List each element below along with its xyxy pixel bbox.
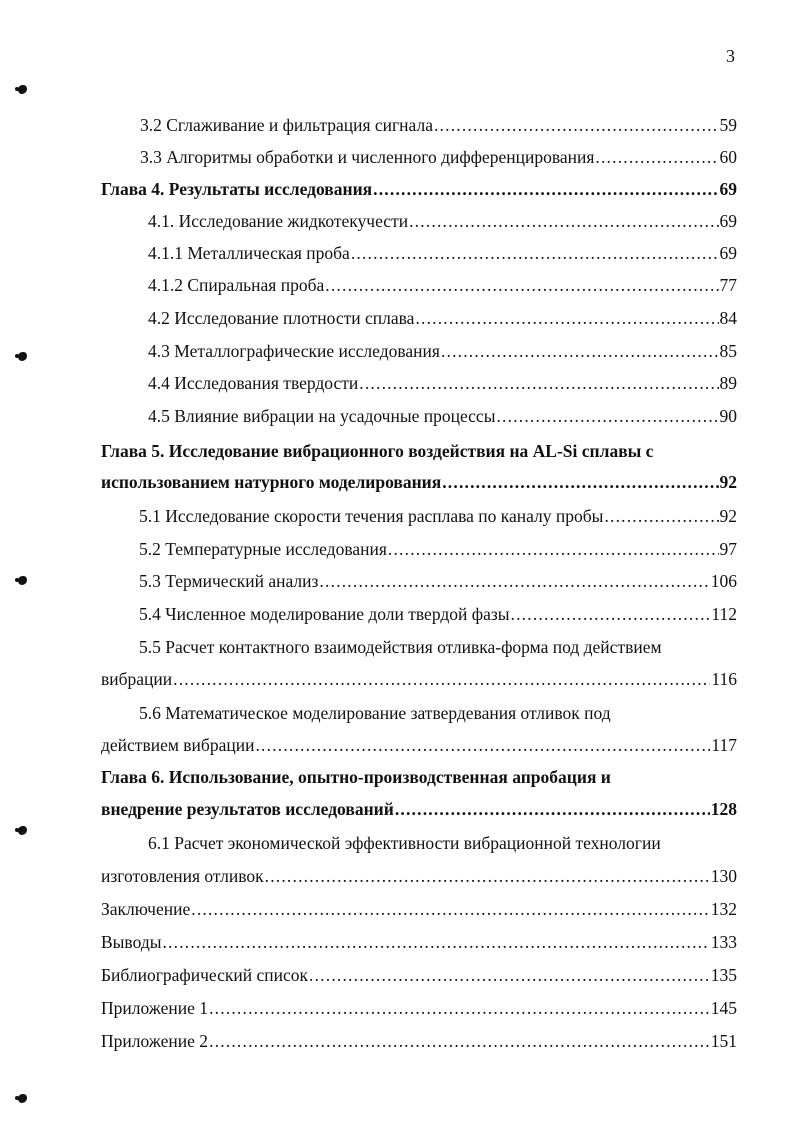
toc-entry-title: 5.1 Исследование скорости течения расплава по каналу пробы xyxy=(139,506,604,526)
toc-entry xyxy=(148,372,737,394)
toc-entry-page: 151 xyxy=(710,1031,737,1051)
toc-entry-title-line1: 5.5 Расчет контактного взаимодействия отливка-форма под действием xyxy=(139,637,662,657)
toc-leader-dots xyxy=(434,114,719,136)
toc-leader-dots xyxy=(255,734,710,756)
toc-entry-title: действием вибрации xyxy=(101,735,255,755)
toc-leader-dots xyxy=(209,997,710,1019)
toc-entry-page: 85 xyxy=(719,341,737,361)
toc-leader-dots xyxy=(319,570,709,592)
toc-leader-dots xyxy=(325,274,718,296)
toc-entry-title: 4.1.2 Спиральная проба xyxy=(148,275,325,295)
toc-entry-title: 4.1.1 Металлическая проба xyxy=(148,243,350,263)
toc-entry-page: 117 xyxy=(711,735,737,755)
toc-entry-title: 5.3 Термический анализ xyxy=(139,571,319,591)
toc-entry-page: 132 xyxy=(710,899,737,919)
toc-leader-dots xyxy=(395,798,710,820)
toc-entry xyxy=(148,274,737,296)
toc-entry-page: 135 xyxy=(710,965,737,985)
toc-entry-title: Библиографический список xyxy=(101,965,309,985)
toc-entry xyxy=(148,242,737,264)
toc-entry-title: 4.2 Исследование плотности сплава xyxy=(148,308,415,328)
toc-leader-dots xyxy=(309,964,710,986)
toc-leader-dots xyxy=(441,340,719,362)
toc-entry-title: Приложение 1 xyxy=(101,998,209,1018)
toc-entry xyxy=(101,1030,737,1052)
toc-entry-title: 5.4 Численное моделирование доли твердой фазы xyxy=(139,604,510,624)
toc-entry-page: 145 xyxy=(710,998,737,1018)
toc-entry xyxy=(148,340,737,362)
toc-chapter-entry xyxy=(101,471,737,493)
toc-leader-dots xyxy=(388,538,719,560)
toc-leader-dots xyxy=(604,505,718,527)
toc-leader-dots xyxy=(209,1030,710,1052)
toc-entry-page: 60 xyxy=(719,147,737,167)
toc-entry-title: изготовления отливок xyxy=(101,866,264,886)
toc-chapter-entry xyxy=(101,798,737,820)
toc-entry-title: внедрение результатов исследований xyxy=(101,799,394,819)
toc-leader-dots xyxy=(373,178,718,200)
toc-entry xyxy=(101,668,737,690)
toc-leader-dots xyxy=(191,898,710,920)
toc-entry-page: 128 xyxy=(710,799,737,819)
toc-leader-dots xyxy=(442,471,718,493)
toc-entry xyxy=(101,734,737,756)
toc-entry-title: 4.4 Исследования твердости xyxy=(148,373,359,393)
toc-entry-title: 5.2 Температурные исследования xyxy=(139,539,387,559)
toc-leader-dots xyxy=(162,931,709,953)
toc-entry xyxy=(101,964,737,986)
toc-entry-page: 130 xyxy=(710,866,737,886)
toc-entry-page: 112 xyxy=(711,604,737,624)
toc-leader-dots xyxy=(415,307,718,329)
toc-entry-title: Заключение xyxy=(101,899,191,919)
toc-entry-page: 90 xyxy=(719,406,737,426)
toc-chapter-title-line1: Глава 5. Исследование вибрационного воздействия на AL-Si сплавы с xyxy=(101,441,654,461)
toc-chapter-title-line1: Глава 6. Использование, опытно-производственная апробация и xyxy=(101,767,611,787)
toc-entry-title: использованием натурного моделирования xyxy=(101,472,442,492)
toc-leader-dots xyxy=(409,210,718,232)
toc-entry-page: 69 xyxy=(719,211,737,231)
toc-entry-title: 3.3 Алгоритмы обработки и численного дифференцирования xyxy=(140,147,595,167)
toc-entry xyxy=(139,570,737,592)
toc-entry-page: 89 xyxy=(719,373,737,393)
toc-entry-page: 133 xyxy=(710,932,737,952)
toc-entry-title: Приложение 2 xyxy=(101,1031,209,1051)
toc-entry xyxy=(101,997,737,1019)
toc-leader-dots xyxy=(511,603,711,625)
toc-entry-title: 4.5 Влияние вибрации на усадочные процессы xyxy=(148,406,496,426)
toc-entry-title: Выводы xyxy=(101,932,162,952)
toc-entry xyxy=(139,603,737,625)
toc-entry xyxy=(101,865,737,887)
toc-entry xyxy=(139,505,737,527)
toc-entry-title: 4.1. Исследование жидкотекучести xyxy=(148,211,409,231)
toc-entry xyxy=(148,405,737,427)
toc-entry-page: 116 xyxy=(711,669,737,689)
toc-entry-page: 92 xyxy=(719,506,737,526)
toc-entry-page: 69 xyxy=(719,179,737,199)
toc-entry-title: Глава 4. Результаты исследования xyxy=(101,179,373,199)
toc-entry-page: 92 xyxy=(719,472,737,492)
toc-leader-dots xyxy=(173,668,710,690)
toc-entry xyxy=(148,210,737,232)
toc-entry-title: вибрации xyxy=(101,669,173,689)
toc-leader-dots xyxy=(496,405,718,427)
toc-entry xyxy=(140,114,737,136)
toc-entry xyxy=(140,146,737,168)
toc-leader-dots xyxy=(359,372,718,394)
toc-entry-page: 106 xyxy=(710,571,737,591)
toc-entry-title-line1: 5.6 Математическое моделирование затвердевания отливок под xyxy=(139,703,611,723)
toc-entry-title: 3.2 Сглаживание и фильтрация сигнала xyxy=(140,115,433,135)
toc-entry-title: 4.3 Металлографические исследования xyxy=(148,341,440,361)
toc-leader-dots xyxy=(265,865,710,887)
toc-entry xyxy=(148,307,737,329)
toc-leader-dots xyxy=(595,146,718,168)
toc-entry-page: 84 xyxy=(719,308,737,328)
toc-leader-dots xyxy=(351,242,719,264)
toc-entry-page: 97 xyxy=(719,539,737,559)
toc-entry-page: 59 xyxy=(719,115,737,135)
toc-chapter-entry xyxy=(101,178,737,200)
toc-entry-page: 69 xyxy=(719,243,737,263)
toc-entry-title-line1: 6.1 Расчет экономической эффективности вибрационной технологии xyxy=(148,833,661,853)
toc-entry xyxy=(101,898,737,920)
toc-entry xyxy=(101,931,737,953)
toc-entry-page: 77 xyxy=(719,275,737,295)
page-number: 3 xyxy=(726,46,735,66)
toc-entry xyxy=(139,538,737,560)
